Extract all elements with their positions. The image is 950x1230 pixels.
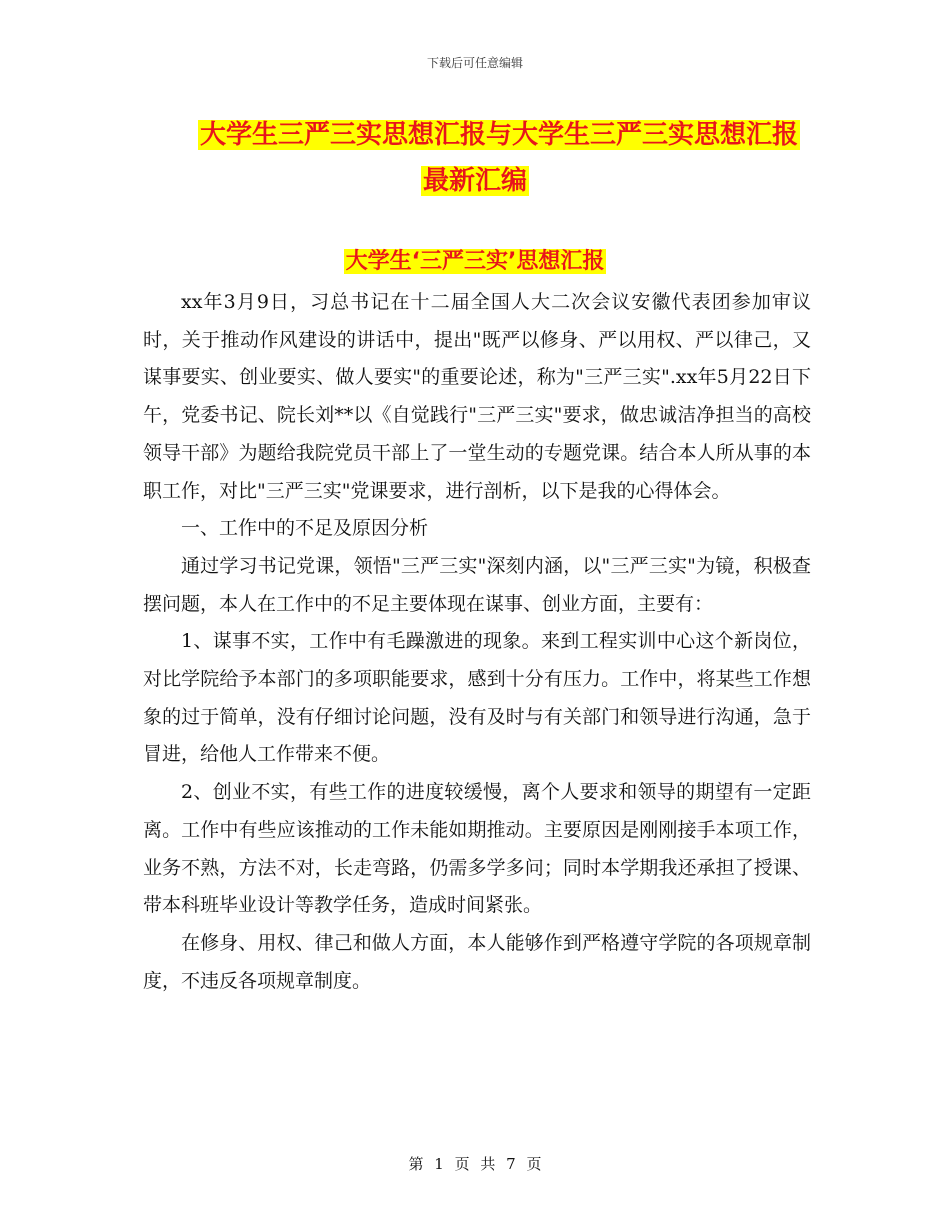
document-title [0,112,950,204]
document-title-line-2: 最新汇编 [422,166,527,196]
section-title-text: 大学生‘三严三实’思想汇报 [345,249,605,274]
body-paragraph: 在修身、用权、律己和做人方面，本人能够作到严格遵守学院的各项规章制度，不违反各项规章制度。 [143,931,811,992]
section-title [0,242,950,282]
document-body [143,284,811,1000]
page-number: 第 1 页 共 7 页 [408,1155,542,1173]
body-paragraph: 通过学习书记党课，领悟"三严三实"深刻内涵，以"三严三实"为镜，积极查摆问题，本人在工作中的不足主要体现在谋事、创业方面，主要有： [143,554,811,615]
body-paragraph: xx年3月9日，习总书记在十二届全国人大二次会议安徽代表团参加审议时，关于推动作风建设的讲话中，提出"既严以修身、严以用权、严以律己，又谋事要实、创业要实、做人要实"的重要论述，称为"三严三实".xx年5月22日下午，党委书记、院长刘**以《自觉践行"三严三实"要求，做忠诚洁净担当的高校领导干部》为题给我院党员干部上了一堂生动的专题党课。结合本人所从事的本职工作，对比"三严三实"党课要求，进行剖析，以下是我的心得体会。 [143,291,811,502]
page-header-note: 下载后可任意编辑 [426,56,523,70]
body-paragraph: 2、创业不实，有些工作的进度较缓慢，离个人要求和领导的期望有一定距离。工作中有些应该推动的工作未能如期推动。主要原因是刚刚接手本项工作，业务不熟，方法不对，长走弯路，仍需多学多问；同时本学期我还承担了授课、带本科班毕业设计等教学任务，造成时间紧张。 [143,781,811,917]
body-paragraph: 1、谋事不实，工作中有毛躁激进的现象。来到工程实训中心这个新岗位，对比学院给予本部门的多项职能要求，感到十分有压力。工作中，将某些工作想象的过于简单，没有仔细讨论问题，没有及时与有关部门和领导进行沟通，急于冒进，给他人工作带来不便。 [143,630,811,766]
document-title-line-1: 大学生三严三实思想汇报与大学生三严三实思想汇报 [199,120,798,150]
body-heading: 一、工作中的不足及原因分析 [181,517,429,540]
